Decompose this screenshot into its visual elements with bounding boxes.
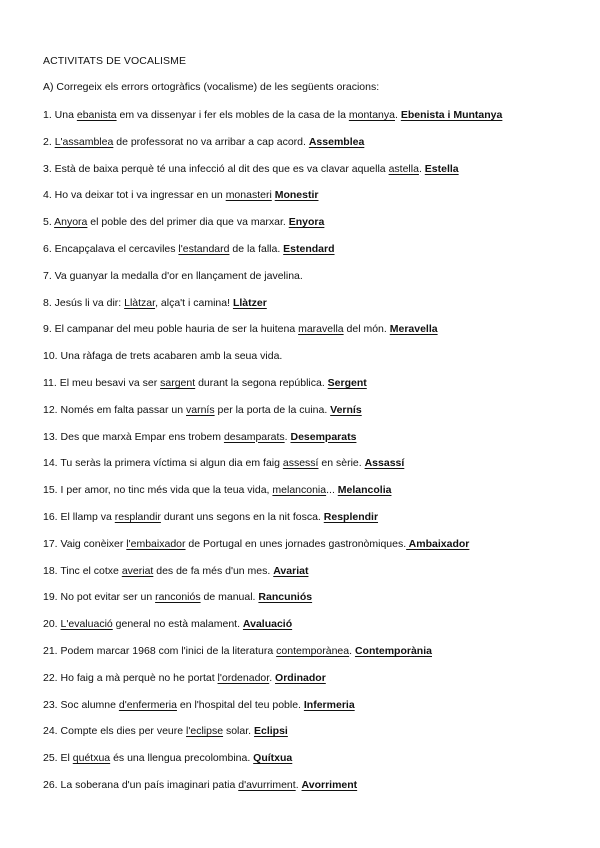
sentence-text: I per amor, no tinc més vida que la teua vida, <box>57 484 273 497</box>
sentence-row <box>43 215 593 242</box>
sentence-text: des de fa més d'un mes. <box>153 564 274 577</box>
sentence-row <box>43 135 593 162</box>
correction-answer: Avorriment <box>301 778 358 791</box>
error-word: astella <box>388 162 419 175</box>
sentence-row <box>43 537 593 564</box>
sentence-row <box>43 671 593 698</box>
sentence-text: general no està malament. <box>112 618 243 631</box>
sentence-text: de manual. <box>200 591 259 604</box>
correction-answer: Monestir <box>274 189 319 202</box>
sentence-text: és una llengua precolombina. <box>110 752 254 765</box>
sentence-text: . <box>295 778 302 791</box>
sentence-row <box>43 698 593 725</box>
error-word: Anyora <box>54 216 88 229</box>
sentence-number: 14. <box>43 457 58 470</box>
sentence-text: de professorat no va arribar a cap acord. <box>113 135 309 148</box>
error-word: quétxua <box>72 752 111 765</box>
sentence-text: Tinc el cotxe <box>57 564 122 577</box>
sentence-number: 1. <box>43 109 52 121</box>
sentence-row <box>43 617 593 644</box>
sentence-text: Soc alumne <box>57 698 119 711</box>
sentence-row <box>43 510 593 537</box>
sentence-row <box>43 724 593 751</box>
sentence-text: solar. <box>223 725 254 738</box>
sentence-text: El meu besavi va ser <box>56 376 161 389</box>
sentence-text: . <box>394 109 401 121</box>
sentence-text: Des que marxà Empar ens trobem <box>57 430 224 443</box>
correction-answer: Eclipsi <box>253 725 288 738</box>
sentence-text: del món. <box>343 323 390 336</box>
sentence-row <box>43 349 593 376</box>
sentence-text: ... <box>326 484 338 497</box>
sentence-row <box>43 483 593 510</box>
error-word: monasteri <box>225 189 272 202</box>
sentence-text: Compte els dies per veure <box>57 725 187 738</box>
sentence-text: Només em falta passar un <box>57 403 186 416</box>
sentence-text: de Portugal en unes jornades gastronòmiques. <box>185 537 407 550</box>
correction-answer: Meravella <box>389 323 438 336</box>
sentence-row <box>43 162 593 189</box>
sentence-text: en sèrie. <box>318 457 365 470</box>
sentence-text: La soberana d'un país imaginari patia <box>57 778 239 791</box>
sentence-number: 16. <box>43 510 58 523</box>
sentence-number: 22. <box>43 671 58 684</box>
sentence-text: El <box>57 752 73 765</box>
sentence-text: de la falla. <box>229 242 284 255</box>
sentence-text: . <box>418 162 425 175</box>
sentence-list <box>43 108 593 805</box>
sentence-number: 25. <box>43 752 58 765</box>
error-word: resplandir <box>114 510 161 523</box>
sentence-number: 17. <box>43 537 58 550</box>
sentence-number: 5. <box>43 216 52 229</box>
sentence-row <box>43 751 593 778</box>
sentence-number: 19. <box>43 591 58 604</box>
sentence-text: em va dissenyar i fer els mobles de la casa de la <box>116 109 349 121</box>
correction-answer: Llàtzer <box>232 296 267 309</box>
sentence-text: El campanar del meu poble hauria de ser la huitena <box>51 323 299 336</box>
correction-answer: Ordinador <box>275 671 326 684</box>
correction-answer: Estella <box>424 162 459 175</box>
sentence-number: 4. <box>43 189 52 202</box>
error-word: L'evaluació <box>60 618 113 631</box>
sentence-number: 9. <box>43 323 52 336</box>
sentence-row <box>43 403 593 430</box>
sentence-number: 3. <box>43 162 52 175</box>
sentence-text: Ho va deixar tot i va ingressar en un <box>51 189 226 202</box>
sentence-text: Jesús li va dir: <box>51 296 125 309</box>
sentence-number: 20. <box>43 618 58 631</box>
sentence-text: No pot evitar ser un <box>57 591 156 604</box>
correction-answer: Ambaixador <box>406 537 470 550</box>
correction-answer: Resplendir <box>323 510 379 523</box>
sentence-text: Encapçalava el cercaviles <box>51 242 179 255</box>
sentence-text: Vaig conèixer <box>57 537 127 550</box>
sentence-text: El llamp va <box>57 510 115 523</box>
error-word: assessí <box>282 457 319 470</box>
sentence-number: 6. <box>43 242 52 255</box>
correction-answer: Assassí <box>364 457 405 470</box>
correction-answer: Vernís <box>330 403 362 416</box>
error-word: ranconiós <box>155 591 201 604</box>
sentence-text: en l'hospital del teu poble. <box>176 698 304 711</box>
sentence-row <box>43 188 593 215</box>
error-word: l'ordenador <box>217 671 270 684</box>
sentence-text: per la porta de la cuina. <box>214 403 331 416</box>
correction-answer: Ebenista i Muntanya <box>400 109 503 121</box>
error-word: ebanista <box>76 109 117 121</box>
correction-answer: Sergent <box>327 376 367 389</box>
error-word: l'embaixador <box>126 537 186 550</box>
sentence-row <box>43 564 593 591</box>
sentence-row <box>43 108 593 135</box>
sentence-text: Ho faig a mà perquè no he portat <box>57 671 218 684</box>
sentence-row <box>43 456 593 483</box>
sentence-number: 7. <box>43 269 52 282</box>
sentence-number: 26. <box>43 778 58 791</box>
sentence-text: Tu seràs la primera víctima si algun dia em faig <box>57 457 283 470</box>
error-word: desamparats <box>223 430 285 443</box>
sentence-number: 13. <box>43 430 58 443</box>
sentence-text: . <box>349 644 355 657</box>
sentence-number: 10. <box>43 350 58 363</box>
correction-answer: Desemparats <box>290 430 357 443</box>
sentence-text: Una ràfaga de trets acabaren amb la seua vida. <box>57 350 283 363</box>
sentence-number: 12. <box>43 403 58 416</box>
sentence-text: durant la segona república. <box>195 376 328 389</box>
sentence-text: Va guanyar la medalla d'or en llançament de javelina. <box>51 269 303 282</box>
sentence-row <box>43 430 593 457</box>
correction-answer: Estendard <box>283 242 335 255</box>
sentence-text: durant uns segons en la nit fosca. <box>160 510 324 523</box>
correction-answer: Avaluació <box>242 618 293 631</box>
sentence-number: 23. <box>43 698 58 711</box>
error-word: melanconia <box>272 484 327 497</box>
sentence-number: 21. <box>43 644 58 657</box>
error-word: contemporànea <box>276 644 350 657</box>
instructions: A) Corregeix els errors ortogràfics (vocalisme) de les següents oracions: <box>43 81 380 93</box>
error-word: Llàtzar <box>124 296 156 309</box>
correction-answer: Infermeria <box>303 698 355 711</box>
sentence-number: 11. <box>43 376 57 389</box>
sentence-row <box>43 778 593 805</box>
error-word: l'estandard <box>178 242 230 255</box>
sentence-row <box>43 322 593 349</box>
sentence-row <box>43 376 593 403</box>
sentence-text: , alça't i camina! <box>155 296 233 309</box>
sentence-text: Podem marcar 1968 com l'inici de la literatura <box>57 644 277 657</box>
error-word: d'enfermeria <box>118 698 177 711</box>
sentence-row <box>43 296 593 323</box>
sentence-row <box>43 644 593 671</box>
sentence-text: el poble des del primer dia que va marxar. <box>87 216 289 229</box>
correction-answer: Quítxua <box>253 752 293 765</box>
sentence-number: 24. <box>43 725 58 738</box>
sentence-number: 2. <box>43 135 52 148</box>
error-word: L'assamblea <box>54 135 114 148</box>
correction-answer: Melancolia <box>337 484 392 497</box>
sentence-number: 18. <box>43 564 58 577</box>
sentence-text: . <box>269 671 276 684</box>
error-word: varnís <box>186 403 215 416</box>
correction-answer: Assemblea <box>308 135 365 148</box>
correction-answer: Rancuniós <box>258 591 313 604</box>
sentence-text: . <box>284 430 291 443</box>
sentence-text: Una <box>51 109 77 121</box>
sentence-row <box>43 242 593 269</box>
page-title: ACTIVITATS DE VOCALISME <box>43 55 187 67</box>
error-word: sargent <box>160 376 196 389</box>
error-word: l'eclipse <box>186 725 224 738</box>
correction-answer: Contemporània <box>354 644 432 657</box>
sentence-text: Està de baixa perquè té una infecció al dit des que es va clavar aquella <box>51 162 389 175</box>
sentence-number: 15. <box>43 484 58 497</box>
error-word: maravella <box>298 323 344 336</box>
correction-answer: Avariat <box>273 564 309 577</box>
correction-answer: Enyora <box>288 216 325 229</box>
sentence-number: 8. <box>43 296 52 309</box>
sentence-row <box>43 590 593 617</box>
error-word: averiat <box>121 564 154 577</box>
sentence-row <box>43 269 593 296</box>
error-word: montanya <box>348 109 395 121</box>
error-word: d'avurriment <box>238 778 296 791</box>
